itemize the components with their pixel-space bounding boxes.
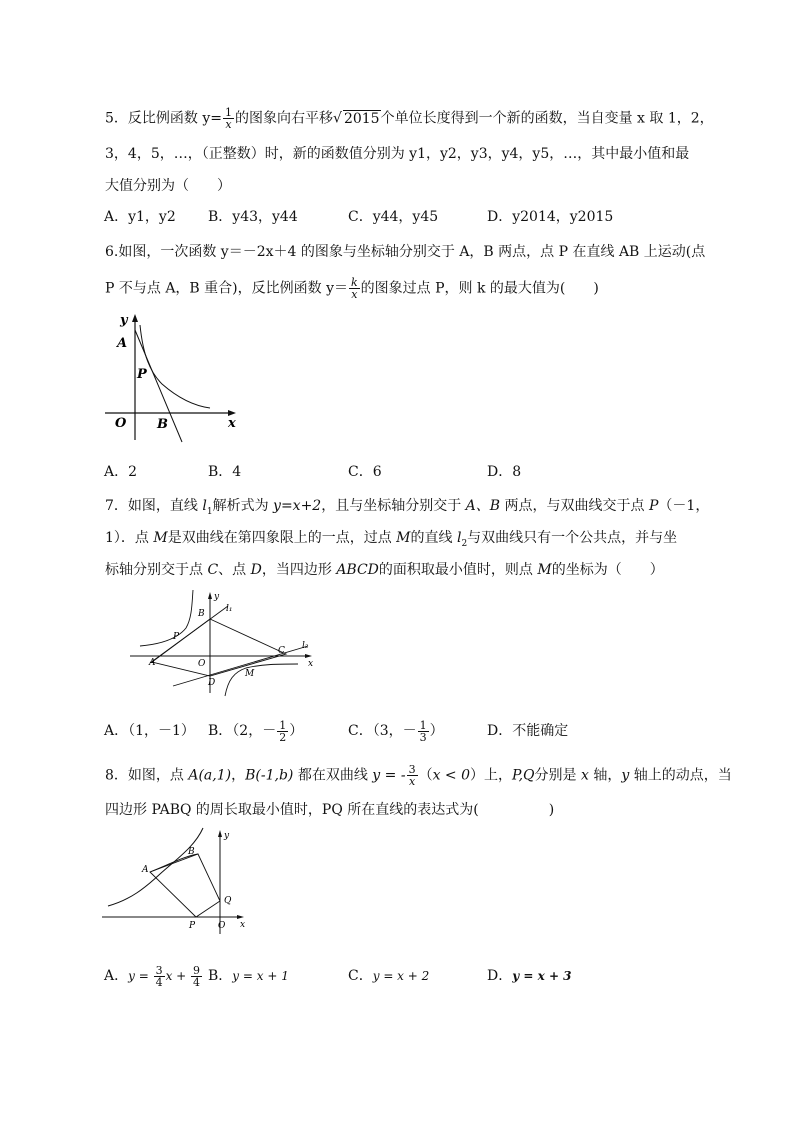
q5-line-2: 3，4，5，…，（正整数）时，新的函数值分别为 y1，y2，y3，y4，y5，…，其中最小值和最	[105, 146, 690, 162]
q5-text-c: 个单位长度得到一个新的函数，当自变量 x 取 1，2，	[380, 110, 714, 127]
q8-option-d	[487, 966, 572, 986]
q8-text: 分别是	[534, 767, 581, 784]
q7-label-l2: l₂	[302, 641, 309, 651]
q8-condition: x < 0	[432, 767, 470, 784]
q7-line-l2	[173, 646, 308, 686]
q7-optc-close: ）	[429, 723, 444, 739]
q7-text: 是双曲线在第四象限上的一点，过点	[167, 530, 397, 546]
q5-number: 5．	[105, 110, 128, 127]
q8-text: （	[418, 767, 433, 784]
q7-l1-sub: 1	[206, 506, 213, 517]
q8-text: 8．如图，点	[105, 767, 189, 784]
q6-figure	[100, 310, 250, 445]
q6-label-p: P	[137, 367, 147, 382]
q6-line-2	[105, 277, 599, 300]
q7-option-a: A．（1，－1）	[104, 723, 195, 739]
q5-sqrt-value: 2015	[343, 110, 380, 127]
q8-opta-y: y =	[128, 969, 153, 983]
q8-text: 轴，	[588, 767, 622, 784]
q8-option-a	[104, 958, 203, 994]
q7-label-y: y	[214, 592, 220, 602]
q8-equation: y = -	[372, 767, 406, 784]
q8-label-o: O	[218, 921, 226, 931]
q6-label-b: B	[157, 417, 168, 432]
q7-optb-fraction	[277, 720, 288, 743]
q8-point-b: B(-1,b)	[245, 767, 294, 784]
q8-label-q: Q	[224, 896, 232, 906]
q5-fraction	[223, 107, 234, 130]
q7-optc-text: C．（3，－	[348, 723, 417, 739]
q5-option-c: C．y44，y45	[348, 209, 439, 225]
q6-line-1: 6.如图，一次函数 y＝－2x＋4 的图象与坐标轴分别交于 A，B 两点，点 P 在直线 AB 上运动(点	[105, 244, 706, 260]
q7-point-m: M	[396, 530, 411, 546]
q8-opta-frac1	[154, 965, 165, 988]
q8-hyperbola	[108, 828, 203, 906]
q7-label-l1: l₁	[226, 604, 233, 614]
q5-frac-den: x	[225, 118, 232, 131]
q5-frac-num: 1	[225, 106, 233, 119]
q8-opta-den2: 4	[193, 975, 201, 989]
q7-text: ，当四边形	[261, 562, 337, 578]
q6-text-a: P 不与点 A，B 重合)，反比例函数 y＝	[105, 280, 348, 297]
q7-line-3	[105, 560, 664, 580]
q7-label-m: M	[245, 669, 255, 679]
q8-y-var: y	[621, 767, 630, 784]
q8-point-a: A(a,1)	[188, 767, 232, 784]
q8-figure	[100, 826, 255, 936]
q7-l2-symbol: l	[456, 530, 462, 546]
q8-frac-num: 3	[408, 763, 416, 776]
q7-line-1	[105, 496, 709, 522]
q7-quad-abcd	[152, 619, 286, 676]
q7-label-b: B	[198, 609, 205, 619]
q8-text: ，	[231, 767, 246, 784]
q7-option-b	[208, 713, 303, 749]
q7-point-m: M	[537, 562, 552, 578]
q8-opta-den1: 4	[155, 975, 163, 989]
q7-text: 7．如图，直线	[105, 498, 203, 514]
q7-points-ab: A、B	[465, 498, 501, 514]
q8-label-p: P	[189, 921, 196, 931]
q8-text: 都在双曲线	[293, 767, 373, 784]
q7-text: 的坐标为（ ）	[551, 562, 664, 578]
q7-text: 解析式为	[212, 498, 274, 514]
q5-line-3: 大值分别为（ ）	[105, 178, 231, 194]
q8-y-arrow	[218, 830, 222, 837]
q8-fraction	[407, 764, 418, 787]
q7-optb-den: 2	[279, 730, 287, 744]
q7-x-arrow	[305, 654, 312, 658]
q6-label-a: A	[117, 336, 128, 351]
q8-opta-label: A．	[104, 968, 129, 984]
q7-optc-den: 3	[419, 730, 427, 744]
q7-label-a: A	[149, 658, 156, 668]
q8-frac-den: x	[408, 775, 416, 788]
q6-option-a: A．2	[104, 464, 138, 480]
sqrt-symbol: √	[333, 110, 342, 127]
q6-option-d: D．8	[487, 464, 522, 480]
q7-label-x: x	[308, 659, 314, 669]
q7-text: 与双曲线只有一个公共点，并与坐	[467, 530, 678, 546]
q8-label-b: B	[188, 847, 195, 857]
q8-option-b	[208, 966, 289, 986]
q7-option-c	[348, 713, 444, 749]
q7-text: 标轴分别交于点	[105, 562, 208, 578]
q7-label-p: P	[173, 632, 180, 642]
q8-optc-label: C．	[348, 968, 373, 984]
q7-text: 1）．点	[105, 530, 154, 546]
q6-option-c: C．6	[348, 464, 382, 480]
q7-label-c: C	[278, 646, 285, 656]
q8-opta-num2: 9	[193, 963, 201, 977]
q7-text: 的面积取最小值时，则点	[378, 562, 538, 578]
q7-point-p: P	[648, 498, 659, 514]
q8-optb-expr: y = x + 1	[232, 969, 289, 983]
q7-text: 的直线	[410, 530, 457, 546]
q5-text: 反比例函数 y=	[127, 110, 223, 127]
q7-point-c: C	[207, 562, 219, 578]
q8-quad-pabq	[150, 854, 220, 917]
q8-opta-x: x +	[165, 969, 191, 983]
q7-l2-sub: 2	[461, 538, 468, 549]
q8-optb-label: B．	[208, 968, 233, 984]
q7-text: ，且与坐标轴分别交于	[321, 498, 466, 514]
q7-text: （－1，	[658, 498, 710, 514]
q8-optc-expr: y = x + 2	[372, 969, 430, 983]
q7-equation: y=x+2	[273, 498, 322, 514]
q5-line-1	[105, 107, 714, 130]
q8-optd-expr: y = x + 3	[512, 969, 572, 983]
q5-text-b: 的图象向右平移	[235, 110, 334, 127]
q8-x-arrow	[237, 915, 244, 919]
q7-figure	[128, 588, 323, 698]
q8-points-pq: P,Q	[512, 767, 535, 784]
q7-label-d: D	[208, 678, 216, 688]
q7-l1-symbol: l	[202, 498, 207, 514]
q6-label-x: x	[228, 416, 236, 431]
q7-text: 、点	[218, 562, 251, 578]
q8-label-y: y	[224, 831, 230, 841]
q7-text: 两点，与双曲线交于点	[500, 498, 649, 514]
q6-y-arrow	[132, 314, 138, 322]
q7-line-2	[105, 528, 677, 554]
q6-frac-den: x	[351, 288, 358, 301]
q6-option-b: B．4	[208, 464, 242, 480]
q8-label-a: A	[142, 865, 149, 875]
q5-option-a: A．y1，y2	[104, 209, 176, 225]
q7-optb-text: B．（2，－	[208, 723, 277, 739]
q7-y-arrow	[208, 592, 212, 599]
q7-label-o: O	[198, 659, 206, 669]
q7-optc-num: 1	[419, 718, 427, 732]
q7-option-d: D．不能确定	[487, 723, 569, 739]
q8-label-x: x	[240, 920, 246, 930]
q7-point-m: M	[153, 530, 168, 546]
q7-optb-num: 1	[279, 718, 287, 732]
q8-text: ）上，	[470, 767, 512, 784]
q8-x-var: x	[580, 767, 589, 784]
q7-quad: ABCD	[336, 562, 379, 578]
q6-label-y: y	[120, 313, 128, 328]
q5-option-b: B．y43，y44	[208, 209, 298, 225]
q8-opta-num1: 3	[155, 963, 163, 977]
q6-frac-num: k	[351, 276, 358, 289]
q8-option-c	[348, 966, 429, 986]
q7-point-d: D	[250, 562, 262, 578]
q8-text: 轴上的动点，当	[629, 767, 732, 784]
q6-fraction	[349, 277, 360, 300]
q7-optb-close: ）	[289, 723, 304, 739]
q8-line-2: 四边形 PABQ 的周长取最小值时，PQ 所在直线的表达式为( )	[105, 802, 555, 818]
q6-label-o: O	[115, 416, 127, 431]
q6-text-b: 的图象过点 P，则 k 的最大值为( )	[360, 280, 599, 297]
q8-opta-frac2	[191, 965, 202, 988]
q8-optd-label: D．	[487, 968, 513, 984]
q8-line-1	[105, 764, 732, 787]
q7-optc-fraction	[418, 720, 429, 743]
q5-option-d: D．y2014，y2015	[487, 209, 614, 225]
